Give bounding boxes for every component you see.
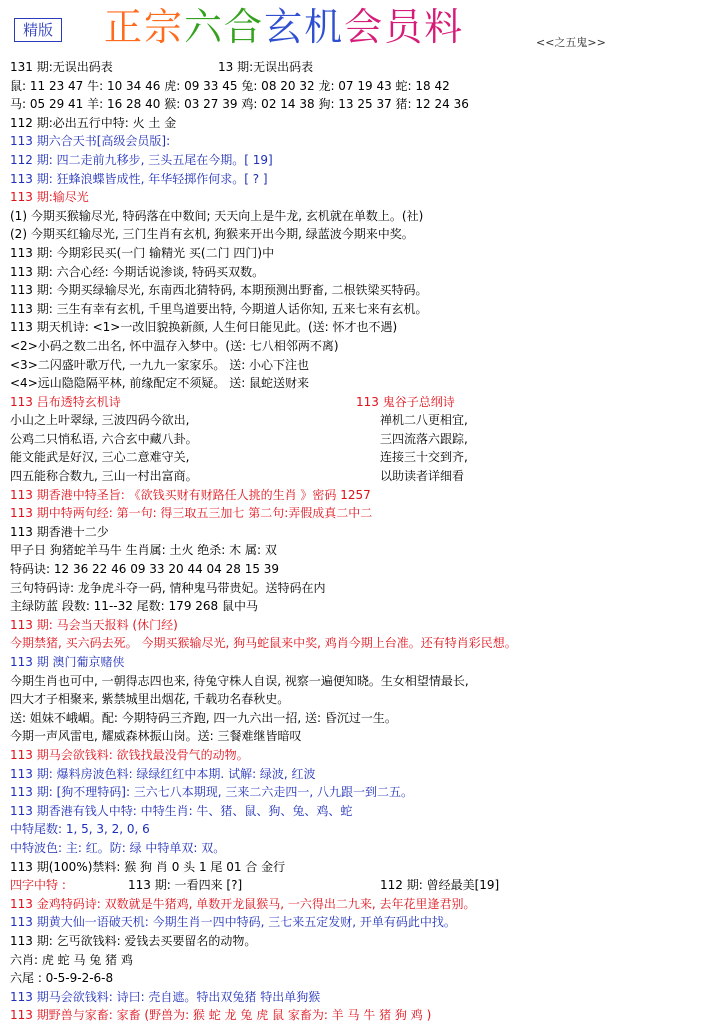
text-line [10,486,696,505]
line-text: 113 期: 乞丐欲钱料: 爱钱去买要留名的动物。 [10,933,257,948]
line-right-text: 113 鬼谷子总纲诗 [356,394,455,409]
title-char: 合 [224,5,265,49]
line-text: 112 期: 四二走前九移步, 三头五尾在今期。[ 19] [10,152,273,167]
text-line [10,318,696,337]
line-text: 113 期野兽与家畜: 家畜 (野兽为: 猴 蛇 龙 兔 虎 鼠 家畜为: 羊 马 牛 猪 狗 鸡 ) [10,1008,432,1023]
line-text: (2) 今期买红输尽光, 三门生肖有玄机, 狗猴来开出今期, 绿蓝波今期来中奖。 [10,227,414,242]
line-left-text: 能文能武是好汉, 三心二意难守关, [10,450,190,465]
line-text-extra: 13 期:无误出码表 [218,60,314,74]
text-line [10,504,696,523]
page-title [104,2,464,52]
line-text: 主绿防蓝 段数: 11--32 尾数: 179 268 鼠中马 [10,599,258,614]
text-line [10,932,696,951]
line-text: 113 期黄大仙一语破天机: 今期生肖一四中特码, 三七来五定发财, 开单有码此中找。 [10,915,456,930]
text-line [10,523,696,542]
subtitle: <<之五鬼>> [536,36,606,49]
line-text: 113 期六合天书[高级会员版]: [10,134,171,149]
text-line [10,541,696,560]
line-text: 113 期: 爆料房波色料: 绿绿红红中本期. 试解: 绿波, 红波 [10,766,316,781]
line-text: 113 期中特两句经: 第一句: 得三取五三加七 第二句:弄假成真二中二 [10,506,373,521]
line-text: 三句特码诗: 龙争虎斗夺一码, 情种鬼马带贵妃。送特码在内 [10,580,326,595]
line-text: 今期一声风雷电, 耀威森林振山岗。送: 三餐难继皆暗叹 [10,729,302,744]
line-left-text: 公鸡二只悄私语, 六合玄中藏八卦。 [10,431,198,446]
text-line [10,170,696,189]
line-text: 今期禁猪, 买六码去死。 今期买猴输尽光, 狗马蛇鼠来中奖, 鸡肖今期上台准。还有特肖彩民想。 [10,636,517,651]
line-text: 113 期: 狂蜂浪蝶皆成性, 年华轻掷作何求。[ ? ] [10,171,268,186]
text-line [10,858,696,877]
text-line [10,448,696,467]
line-text: 六尾 : 0-5-9-2-6-8 [10,971,114,986]
title-char: 正 [104,5,145,49]
line-text: 六肖: 虎 蛇 马 兔 猪 鸡 [10,952,133,967]
text-line [10,802,696,821]
text-line [10,597,696,616]
title-char: 宗 [144,5,185,49]
text-line [10,727,696,746]
line-text: 113 期香港中特圣旨: 《欲钱买财有财路任人挑的生肖 》密码 1257 [10,487,371,502]
text-line [10,430,696,449]
text-line [10,337,696,356]
line-text: 四大才子相聚来, 紫禁城里出烟花, 千载功名春秋史。 [10,692,290,707]
line-text: 鼠: 11 23 47 牛: 10 34 46 虎: 09 33 45 兔: 08 20 32 龙: 07 19 43 蛇: 18 42 [10,78,450,93]
text-line [10,672,696,691]
title-char: 会 [344,5,385,49]
text-line [10,895,696,914]
text-line [10,690,696,709]
text-line [10,411,696,430]
text-line [10,783,696,802]
text-line [10,244,696,263]
line-text: 113 期:输尽光 [10,190,89,205]
line-right-text: 以助读者详细看 [380,469,465,484]
title-char: 员 [384,5,425,49]
line-text: 113 期: 今期买绿输尽光, 东南西北猜特码, 本期预测出野畜, 二根铁梁买特码。 [10,283,428,298]
text-line [10,393,696,412]
line-text: 甲子日 狗猪蛇羊马牛 生肖属: 土火 绝杀: 木 属: 双 [10,543,277,558]
line-text: 113 期香港十二少 [10,524,109,539]
line-segment-text: 四字中特 : [10,878,66,893]
line-text: 今期生肖也可中, 一朝得志四也来, 待兔守株人自误, 视察一遍便知晓。生女相望情最长, [10,673,469,688]
line-text: <4>远山隐隐隔平林, 前缘配定不须疑。 送: 鼠蛇送财来 [10,376,310,391]
text-line [10,151,696,170]
line-right-text: 连接三十交到齐, [380,450,468,465]
text-line [10,281,696,300]
line-text: 113 期: 三生有幸有玄机, 千里鸟道要出特, 今期道人话你知, 五来七来有玄机。 [10,301,428,316]
line-text: 中特波色: 主: 红。防: 绿 中特单双: 双。 [10,840,226,855]
text-line [10,58,696,77]
title-char: 六 [184,5,225,49]
text-line [10,300,696,319]
text-line [10,951,696,970]
line-text: 113 期 澳门葡京赌侠 [10,655,125,669]
text-line [10,356,696,375]
text-line [10,988,696,1007]
line-text: 113 金鸡特码诗: 双数就是牛猪鸡, 单数开龙鼠猴马, 一六得出二九来, 去年花里逢君别。 [10,896,476,911]
page-header [0,0,702,58]
content-body [10,58,696,1025]
text-line [10,95,696,114]
text-line [10,616,696,635]
text-line [10,839,696,858]
text-line [10,1006,696,1025]
line-text: 送: 姐妹不峨嵋。配: 今期特码三齐跑, 四一九六出一招, 送: 昏沉过一生。 [10,710,397,725]
text-line [10,77,696,96]
text-line [10,969,696,988]
line-text: 113 期: 六合心经: 今期话说渗谈, 特码买双数。 [10,264,265,279]
text-line [10,709,696,728]
text-line [10,653,696,672]
line-text: 113 期马会欲钱料: 欲钱找最没骨气的动物。 [10,747,249,762]
line-text: 113 期: [狗不理特码]: 三六七八本期现, 三来二六走四一, 八九跟一到二五。 [10,785,414,800]
line-text: 特码诀: 12 36 22 46 09 33 20 44 04 28 15 39 [10,562,280,577]
line-right-text: 禅机二八更相宜, [380,413,468,428]
line-text: 113 期(100%)禁料: 猴 狗 肖 0 头 1 尾 01 合 金行 [10,859,286,874]
text-line [10,560,696,579]
text-line [10,746,696,765]
line-text: 113 期: 马会当天报料 (休门经) [10,617,178,632]
line-left-text: 四五能称合数九, 三山一村出富商。 [10,469,198,484]
line-text: <2>小码之数二出名, 怀中温存入梦中。(送: 七八相邻两不离) [10,338,339,353]
text-line [10,225,696,244]
text-line [10,467,696,486]
text-line [10,765,696,784]
text-line [10,188,696,207]
text-line [10,263,696,282]
text-line [10,634,696,653]
line-segment-text: 113 期: 一看四来 [?] [128,878,243,893]
line-text: 中特尾数: 1, 5, 3, 2, 0, 6 [10,822,150,837]
text-line [10,207,696,226]
line-right-text: 三四流落六跟踪, [380,431,468,446]
text-line [10,579,696,598]
line-text: <3>二闪盛叶歌万代, 一九九一家家乐。 送: 小心下注也 [10,357,310,372]
line-text: 113 期香港有钱人中特: 中特生肖: 牛、猪、鼠、狗、兔、鸡、蛇 [10,803,353,818]
text-line [10,876,696,895]
line-left-text: 小山之上叶翠绿, 三波四码今欲出, [10,413,190,428]
line-text: 马: 05 29 41 羊: 16 28 40 猴: 03 27 39 鸡: 02 14 38 狗: 13 25 37 猪: 12 24 36 [10,97,469,112]
line-left-text: 113 吕布透特玄机诗 [10,394,121,409]
text-line [10,820,696,839]
line-text: 131 期:无误出码表 [10,60,113,74]
text-line [10,132,696,151]
text-line [10,114,696,133]
line-text: 112 期:必出五行中特: 火 土 金 [10,115,177,130]
line-text: 113 期马会欲钱料: 诗曰: 壳自遮。特出双兔猪 特出单狗猴 [10,989,321,1004]
line-text: 113 期: 今期彩民买(一门 输精光 买(二门 四门)中 [10,245,275,260]
line-segment-text: 112 期: 曾经最美[19] [380,878,500,893]
text-line [10,913,696,932]
text-line [10,374,696,393]
edition-badge: 精版 [14,18,62,42]
title-char: 料 [424,5,465,49]
title-char: 玄 [264,5,305,49]
line-text: 113 期天机诗: <1>一改旧貌换新颜, 人生何日能见此。(送: 怀才也不遇) [10,320,398,335]
title-char: 机 [304,5,345,49]
line-text: (1) 今期买猴输尽光, 特码落在中数间; 天天向上是牛龙, 玄机就在单数上。(社) [10,208,424,223]
